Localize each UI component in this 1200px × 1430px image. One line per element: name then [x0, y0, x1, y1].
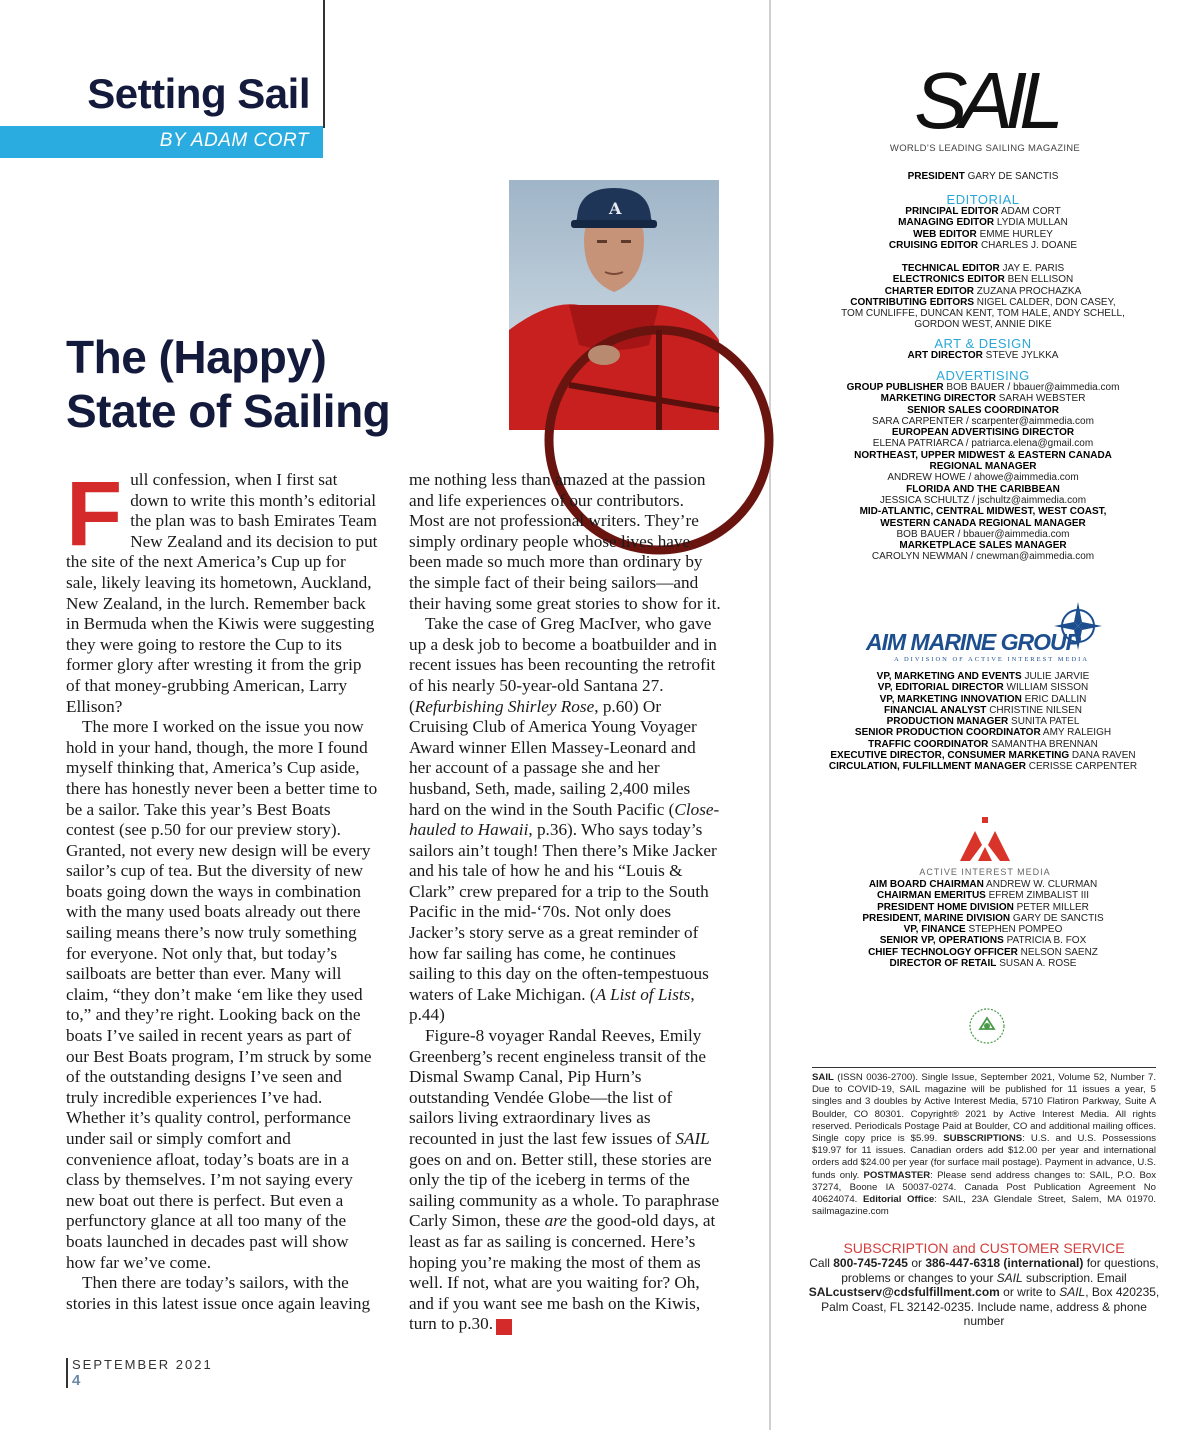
recycle-icon [968, 1007, 1006, 1045]
section-kicker: Setting Sail [87, 70, 310, 117]
headline-line-2: State of Sailing [66, 385, 391, 437]
p4-title-3: A List of Lists [595, 984, 691, 1004]
article-column-2 [409, 470, 721, 1335]
p4-a: Take the case of Greg MacIver, who gave up a desk job to become a boatbuilder and in recent issues has been recounting the retrofit of his nearly 50-year-old Santana 27. ( [409, 614, 717, 716]
paragraph-1 [66, 463, 378, 717]
aim-marine-group-logo [860, 600, 1110, 664]
p5-are: are [544, 1211, 567, 1231]
p4-b: , p.60) Or Cruising Club of America Young Voyager Award winner Ellen Massey-Leonard and her account of a passage she and her husband, Seth, made, sailing 2,400 miles hard on the wind in the South Pacific ( [409, 696, 697, 819]
p5-a: Figure-8 voyager Randal Reeves, Emily Greenberg’s recent engineless transit of the Dismal Swamp Canal, Pip Hurn’s outstanding Vendée Globe—the list of sailors living extraordinary lives as recounted in just the last few issues of [409, 1026, 707, 1148]
sail-logo [914, 54, 1056, 145]
subscription-title: SUBSCRIPTION and CUSTOMER SERVICE [843, 1240, 1125, 1256]
masthead-editorial: EDITORIAL PRINCIPAL EDITOR ADAM CORT MANAGING EDITOR LYDIA MULLAN WEB EDITOR EMME HURLEY CRUISING EDITOR CHARLES J. DOANE [800, 193, 1166, 251]
svg-text:A DIVISION OF ACTIVE INTEREST: A DIVISION OF ACTIVE INTEREST MEDIA [894, 656, 1090, 663]
svg-text:AIM MARINE GROUP: AIM MARINE GROUP [866, 629, 1080, 655]
byline-bar [0, 126, 323, 158]
folio-date: SEPTEMBER 2021 [72, 1357, 213, 1372]
paragraph-4 [409, 614, 721, 1026]
section-art: ART & DESIGN [934, 336, 1032, 351]
p5-sail: SAIL [675, 1129, 710, 1148]
paragraph-1-text: ull confession, when I first sat down to write this month’s editorial the plan was to bash Emirates Team New Zealand and its decision to put the site of the next America’s Cup up for sale, likely leaving its hometown, Auckland, New Zealand, in the lurch. Remember back in Bermuda when the Kiwis were suggesting they were going to restore the Cup to its former glory after wresting it from the grip of that money-grubbing American, Larry Ellison? [66, 470, 378, 716]
p4-title-1: Refurbishing Shirley Rose [414, 696, 595, 716]
paragraph-2: The more I worked on the issue you now hold in your hand, though, the more I found myself thinking that, America’s Cup aside, there has honestly never been a better time to be a sailor. Take this year’s Best Boats contest (see p.50 for our preview story). Granted, not every new design will be every sailor’s cup of tea. But the diversity of new boats going down the ways in combination with the many used boats already out there sailing means there’s now truly something for everyone. Not only that, but today’s sailboats are better than ever. Many will claim, “they don’t make ‘em like they used to,” and they’re right. Looking back on the boats I’ve sailed in recent years as part of our Best Boats program, I’m struck by some of the outstanding designs I’ve seen and truly incredible experiences I’ve had. Whether it’s quality control, performance under sail or simply comfort and convenience afloat, today’s boats are in a class by themselves. I’m not saying every new boat out there is perfect. But even a perfunctory glance at all too many of the boats launched in decades past will show how far we’ve come. [66, 717, 378, 1272]
p5-c: the good-old days, at least as far as sailing is concerned. Here’s hoping you’re making the most of them as well. If not, what are you waiting for? Oh, and if you want see me bash on the Kiwis, turn to p.30. [409, 1211, 716, 1334]
article-column-1 [66, 463, 378, 1314]
paragraph-3-end: me nothing less than amazed at the passion and life experiences of our contributors. Most are not professional writers. They’re simply ordinary people whose lives have been made so much more than ordinary by the simple fact of their being sailors—and their having some great stories to show for it. [409, 470, 721, 613]
masthead-advertising: ADVERTISING GROUP PUBLISHER BOB BAUER / bbauer@aimmedia.com MARKETING DIRECTOR SARAH WEBSTER SENIOR SALES COORDINATOR SARA CARPENTER / scarpenter@aimmedia.com EUROPEAN ADVERTISING DIRECTOR ELENA PATRIARCA / patriarca.elena@gmail.com NORTHEAST, UPPER MIDWEST & EASTERN CANADA REGIONAL MANAGER ANDREW HOWE / ahowe@aimmedia.com FLORIDA AND THE CARIBBEAN JESSICA SCHULTZ / jschultz@aimmedia.com MID-ATLANTIC, CENTRAL MIDWEST, WEST COAST, WESTERN CANADA REGIONAL MANAGER BOB BAUER / bbauer@aimmedia.com MARKETPLACE SALES MANAGER CAROLYN NEWMAN / cnewman@aimmedia.com [800, 369, 1166, 563]
masthead-active-interest: AIM BOARD CHAIRMAN ANDREW W. CLURMAN CHAIRMAN EMERITUS EFREM ZIMBALIST III PRESIDENT HOME DIVISION PETER MILLER PRESIDENT, MARINE DIVISION GARY DE SANCTIS VP, FINANCE STEPHEN POMPEO SENIOR VP, OPERATIONS PATRICIA B. FOX CHIEF TECHNOLOGY OFFICER NELSON SAENZ DIRECTOR OF RETAIL SUSAN A. ROSE [862, 879, 1104, 970]
end-mark-icon: S [496, 1319, 512, 1335]
p4-d: , p.44) [409, 984, 695, 1025]
masthead-president: PRESIDENT GARY DE SANCTIS [907, 171, 1059, 182]
column-divider [769, 0, 771, 1430]
byline: BY ADAM CORT [159, 130, 309, 151]
subscription-info: Call 800-745-7245 or 386-447-6318 (international) for questions, problems or changes to your SAIL subscription. Email SALcustserv@cdsfulfillment.com or write to SAIL, Box 420235, Palm Coast, FL 32142-0235. Include name, address & phone number [808, 1256, 1160, 1329]
svg-text:A: A [609, 199, 622, 218]
publication-legal-notice: SAIL (ISSN 0036-2700). Single Issue, September 2021, Volume 52, Number 7. Due to COVID-19, SAIL magazine will be published for 11 issues a year, 5 singles and 3 doubles by Active Interest Media, 5710 Flatiron Parkway, Suite A Boulder, CO 80301. Copyright® 2021 by Active Interest Media. All rights reserved. Periodicals Postage Paid at Boulder, CO and additional mailing offices. Single copy price is $5.99. SUBSCRIPTIONS: U.S. and U.S. Possessions $19.97 for 11 issues. Canadian orders add $12.00 per year and international orders add $24.00 per year (for surface mail postage). Payment in advance, U.S. funds only. POSTMASTER: Please send address changes to: SAIL, P.O. Box 37274, Boone IA 50037-0274. Canada Post Publication Agreement No 40624074. Editorial Office: SAIL, 23A Glendale Street, Salem, MA 01970. sailmagazine.com [812, 1072, 1157, 1218]
section-editorial: EDITORIAL [946, 192, 1020, 207]
svg-text:ACTIVE INTEREST MEDIA: ACTIVE INTEREST MEDIA [919, 867, 1051, 877]
p4-c: , p.36). Who says today’s sailors ain’t tough! Then there’s Mike Jacker and his tale of how he and his “Louis & Clark” crew prepared for a trip to the South Pacific in the mid-‘70s. Not only does Jacker’s story serve as a great reminder of how far sailing has come, he continues sailing to this day on the often-tempestuous waters of Lake Michigan. ( [409, 820, 717, 1004]
p5-b: goes on and on. Better still, these stories are only the tip of the iceberg in terms of the sailing community as a whole. To paraphrase Carly Simon, these [409, 1149, 720, 1231]
folio-rule [66, 1358, 68, 1388]
paragraph-5 [409, 1026, 721, 1335]
masthead-aim-marine: VP, MARKETING AND EVENTS JULIE JARVIE VP, EDITORIAL DIRECTOR WILLIAM SISSON VP, MARKETING INNOVATION ERIC DALLIN FINANCIAL ANALYST CHRISTINE NILSEN PRODUCTION MANAGER SUNITA PATEL SENIOR PRODUCTION COORDINATOR AMY RALEIGH TRAFFIC COORDINATOR SAMANTHA BRENNAN EXECUTIVE DIRECTOR, CONSUMER MARKETING DANA RAVEN CIRCULATION, FULFILLMENT MANAGER CERISSE CARPENTER [828, 671, 1138, 773]
dropcap: F [66, 463, 123, 565]
paragraph-3-start: Then there are today’s sailors, with the stories in this latest issue once again leaving [66, 1273, 371, 1313]
logo-text: SAIL [914, 56, 1056, 145]
page-number: 4 [72, 1372, 81, 1389]
author-photo [509, 180, 719, 430]
legal-rule [812, 1067, 1156, 1068]
section-advertising: ADVERTISING [936, 368, 1030, 383]
tagline: WORLD’S LEADING SAILING MAGAZINE [889, 143, 1081, 154]
headline-line-1: The (Happy) [66, 331, 327, 383]
article-headline [66, 330, 426, 438]
masthead-editorial-2: TECHNICAL EDITOR JAY E. PARIS ELECTRONICS EDITOR BEN ELLISON CHARTER EDITOR ZUZANA PROCHAZKA CONTRIBUTING EDITORS NIGEL CALDER, DON CASEY, TOM CUNLIFFE, DUNCAN KENT, TOM HALE, ANDY SCHELL, GORDON WEST, ANNIE DIKE [841, 263, 1125, 331]
kicker-divider [323, 0, 325, 128]
p4-title-2: Close-hauled to Hawaii [409, 799, 720, 840]
masthead-art: ART & DESIGN ART DIRECTOR STEVE JYLKKA [800, 337, 1166, 361]
active-interest-media-logo [920, 815, 1050, 879]
